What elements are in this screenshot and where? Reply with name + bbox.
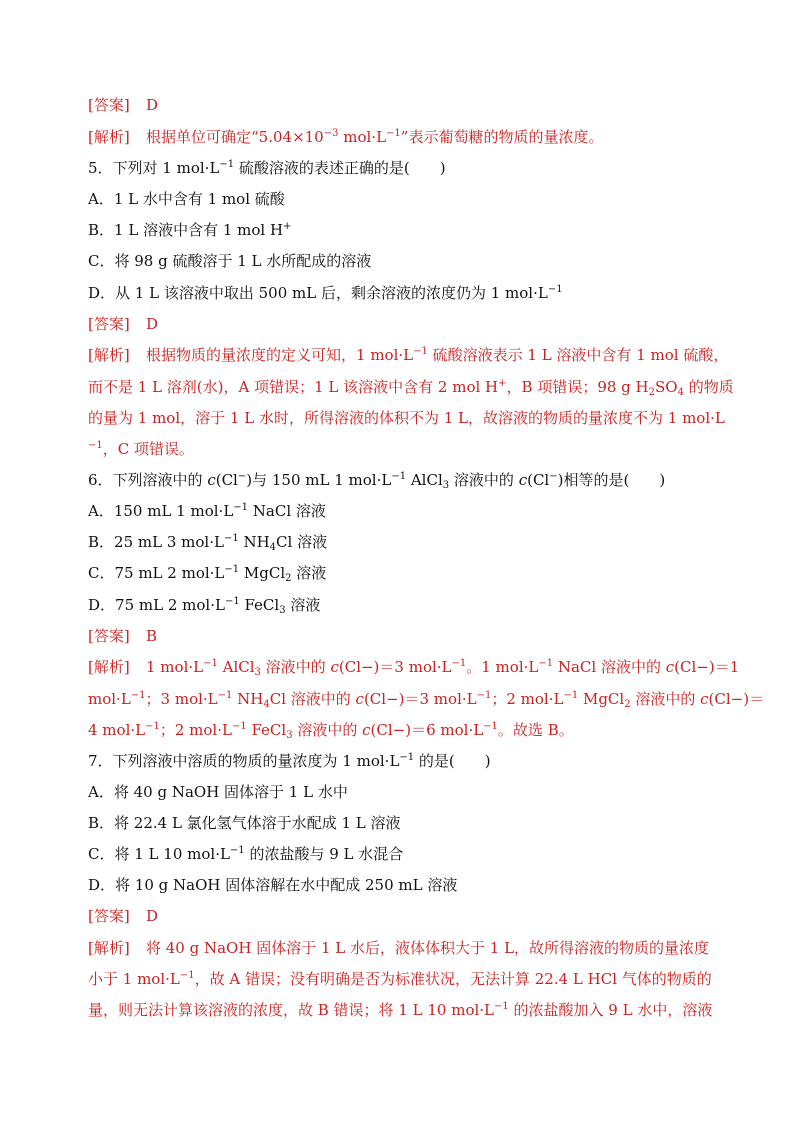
- text: MgCl: [239, 564, 286, 582]
- text: )与 150 mL 1 mol·L: [246, 471, 392, 489]
- text: FeCl: [239, 596, 280, 614]
- superscript: −1: [179, 970, 195, 981]
- subscript: 3: [254, 667, 261, 678]
- italic-c: c: [362, 721, 371, 739]
- q6-option-b: [88, 531, 327, 553]
- text: 。故选 B。: [497, 721, 574, 739]
- text: Cl 溶液中的: [269, 690, 356, 708]
- q5-stem: [88, 157, 446, 179]
- italic-c: c: [355, 690, 364, 708]
- text: NaCl 溶液: [248, 502, 326, 520]
- superscript: −1: [224, 564, 240, 575]
- text: ，C 项错误。: [102, 440, 194, 458]
- superscript: −1: [130, 690, 146, 701]
- answer-label: [答案]: [88, 907, 130, 925]
- text: 溶液: [285, 596, 321, 614]
- text: A．1 L 水中含有 1 mol 硫酸: [88, 190, 285, 208]
- superscript: −1: [88, 440, 103, 451]
- text: C．将 98 g 硫酸溶于 1 L 水所配成的溶液: [88, 252, 372, 270]
- text: NH: [232, 690, 264, 708]
- superscript: −1: [494, 1001, 509, 1012]
- text: (Cl−)＝1: [674, 658, 740, 676]
- analysis-label: [解析]: [88, 939, 130, 957]
- answer-value: D: [146, 96, 159, 114]
- answer-label: [答案]: [88, 627, 130, 645]
- subscript: 3: [442, 480, 450, 491]
- superscript: −1: [391, 471, 407, 482]
- q7-analysis-line-1: [88, 937, 709, 959]
- text: 6．下列溶液中的: [88, 471, 208, 489]
- superscript: −1: [203, 658, 218, 669]
- subscript: 4: [677, 387, 684, 398]
- text: 小于 1 mol·L: [88, 970, 180, 988]
- text: (Cl−)＝3 mol·L: [363, 690, 477, 708]
- text: FeCl: [246, 721, 287, 739]
- text: SO: [655, 378, 678, 396]
- text: B．1 L 溶液中含有 1 mol H: [88, 221, 284, 239]
- q4-answer-line: [88, 94, 158, 116]
- subscript: 2: [624, 699, 631, 710]
- text: ；2 mol·L: [159, 721, 232, 739]
- superscript: −1: [229, 845, 245, 856]
- superscript: −1: [145, 721, 160, 732]
- q5-analysis-line-2: [88, 376, 734, 398]
- text: D．从 1 L 该溶液中取出 500 mL 后，剩余溶液的浓度仍为 1 mol·L: [88, 284, 548, 302]
- q6-stem: [88, 469, 665, 491]
- text: 4 mol·L: [88, 721, 146, 739]
- superscript: −1: [224, 596, 240, 607]
- text: 5．下列对 1 mol·L: [88, 159, 220, 177]
- text: 7．下列溶液中溶质的物质的量浓度为 1 mol·L: [88, 752, 400, 770]
- q4-analysis-line: [88, 126, 603, 148]
- text: 溶液中的: [449, 471, 519, 489]
- q5-option-d: [88, 282, 563, 304]
- q5-option-b: [88, 219, 291, 241]
- analysis-label: [解析]: [88, 346, 130, 364]
- text: B．将 22.4 L 氯化氢气体溶于水配成 1 L 溶液: [88, 814, 401, 832]
- text: mol·L: [88, 690, 131, 708]
- answer-value: D: [146, 315, 159, 333]
- subscript: 4: [269, 542, 277, 553]
- text: ，B 项错误；98 g H: [506, 378, 649, 396]
- q7-option-d: [88, 874, 457, 896]
- text: 的浓盐酸与 9 L 水混合: [244, 845, 404, 863]
- q7-stem: [88, 750, 491, 772]
- q5-analysis-line-3: [88, 407, 725, 429]
- superscript: +: [498, 378, 507, 389]
- text: Cl 溶液: [276, 533, 328, 551]
- text: ，故 A 错误；没有明确是否为标准状况，无法计算 22.4 L HCl 气体的物质的: [194, 970, 712, 988]
- superscript: −1: [413, 346, 428, 357]
- answer-value: B: [146, 627, 158, 645]
- subscript: 4: [263, 699, 270, 710]
- q5-option-c: [88, 250, 371, 272]
- superscript: −: [237, 471, 247, 482]
- italic-c: c: [330, 658, 339, 676]
- text: NH: [238, 533, 270, 551]
- q7-analysis-line-3: [88, 999, 712, 1021]
- superscript: −1: [547, 284, 563, 295]
- analysis-label: [解析]: [88, 128, 130, 146]
- superscript: −1: [451, 658, 467, 669]
- answer-value: D: [146, 907, 159, 925]
- superscript: −1: [386, 128, 401, 139]
- text: 的是( ): [414, 752, 491, 770]
- q7-option-b: [88, 812, 401, 834]
- q7-answer-line: [88, 905, 158, 927]
- text: D．75 mL 2 mol·L: [88, 596, 225, 614]
- text: 根据单位可确定“5.04×10: [146, 128, 324, 146]
- text: ”表示葡萄糖的物质的量浓度。: [400, 128, 604, 146]
- text: (Cl−)＝3 mol·L: [338, 658, 452, 676]
- superscript: −1: [399, 752, 415, 763]
- text: 硫酸溶液的表述正确的是( ): [234, 159, 446, 177]
- text: 而不是 1 L 溶剂(水)，A 项错误；1 L 该溶液中含有 2 mol H: [88, 378, 499, 396]
- text: AlCl: [406, 471, 443, 489]
- text: 。1 mol·L: [466, 658, 539, 676]
- text: C．75 mL 2 mol·L: [88, 564, 225, 582]
- text: 硫酸溶液表示 1 L 溶液中含有 1 mol 硫酸，: [427, 346, 729, 364]
- superscript: −1: [538, 658, 554, 669]
- superscript: −: [549, 471, 558, 482]
- superscript: −1: [231, 721, 247, 732]
- q5-answer-line: [88, 313, 158, 335]
- superscript: −1: [483, 721, 498, 732]
- analysis-label: [解析]: [88, 658, 130, 676]
- q7-option-c: [88, 843, 403, 865]
- text: D．将 10 g NaOH 固体溶解在水中配成 250 mL 溶液: [88, 876, 458, 894]
- text: 根据物质的量浓度的定义可知，1 mol·L: [146, 346, 414, 364]
- subscript: 3: [286, 730, 293, 741]
- subscript: 3: [279, 605, 286, 616]
- text: (Cl: [527, 471, 550, 489]
- q5-analysis-line-1: [88, 344, 728, 366]
- superscript: −1: [563, 690, 579, 701]
- text: (Cl: [215, 471, 238, 489]
- italic-c: c: [518, 471, 528, 489]
- text: A．150 mL 1 mol·L: [88, 502, 234, 520]
- text: mol·L: [338, 128, 387, 146]
- italic-c: c: [700, 690, 709, 708]
- text: )相等的是( ): [557, 471, 666, 489]
- text: 的物质: [683, 378, 734, 396]
- text: ；3 mol·L: [145, 690, 218, 708]
- text: 1 mol·L: [146, 658, 204, 676]
- superscript: −3: [323, 128, 339, 139]
- answer-label: [答案]: [88, 96, 130, 114]
- q6-answer-line: [88, 625, 157, 647]
- q5-option-a: [88, 188, 285, 210]
- text: 溶液: [291, 564, 327, 582]
- text: C．将 1 L 10 mol·L: [88, 845, 230, 863]
- superscript: −1: [233, 502, 249, 513]
- superscript: +: [283, 221, 292, 232]
- subscript: 2: [285, 573, 292, 584]
- text: 的量为 1 mol，溶于 1 L 水时，所得溶液的体积不为 1 L，故溶液的物质的量浓度不为 1 mol·L: [88, 409, 725, 427]
- text: NaCl 溶液中的: [553, 658, 666, 676]
- q6-analysis-line-1: [88, 656, 739, 678]
- q7-option-a: [88, 781, 348, 803]
- superscript: −1: [217, 690, 233, 701]
- text: ；2 mol·L: [491, 690, 564, 708]
- text: 将 40 g NaOH 固体溶于 1 L 水后，液体体积大于 1 L，故所得溶液的物质的量浓度: [146, 939, 710, 957]
- superscript: −1: [219, 159, 235, 170]
- q6-option-c: [88, 562, 326, 584]
- text: AlCl: [217, 658, 255, 676]
- superscript: −1: [476, 690, 492, 701]
- text: MgCl: [578, 690, 625, 708]
- subscript: 2: [648, 387, 656, 398]
- text: 溶液中的: [630, 690, 701, 708]
- answer-label: [答案]: [88, 315, 130, 333]
- italic-c: c: [207, 471, 216, 489]
- text: 的浓盐酸加入 9 L 水中，溶液: [508, 1001, 713, 1019]
- text: 溶液中的: [292, 721, 363, 739]
- text: 量，则无法计算该溶液的浓度，故 B 错误；将 1 L 10 mol·L: [88, 1001, 495, 1019]
- text: (Cl−)＝6 mol·L: [370, 721, 484, 739]
- q6-analysis-line-2: [88, 688, 764, 710]
- q6-option-d: [88, 594, 320, 616]
- q6-option-a: [88, 500, 326, 522]
- q5-analysis-line-4: [88, 438, 194, 460]
- text: B．25 mL 3 mol·L: [88, 533, 224, 551]
- text: (Cl−)＝: [708, 690, 765, 708]
- italic-c: c: [665, 658, 675, 676]
- q6-analysis-line-3: [88, 719, 574, 741]
- superscript: −1: [223, 533, 239, 544]
- q7-analysis-line-2: [88, 968, 712, 990]
- text: 溶液中的: [260, 658, 331, 676]
- text: A．将 40 g NaOH 固体溶于 1 L 水中: [88, 783, 348, 801]
